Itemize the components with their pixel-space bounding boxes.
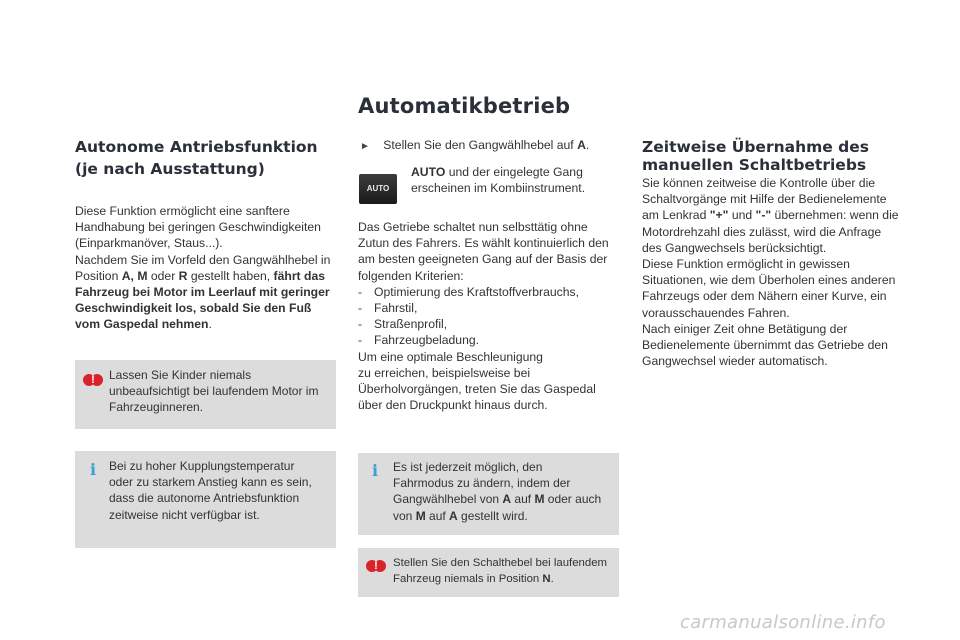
text-run-bold: R	[178, 268, 188, 283]
page-title: Automatikbetrieb	[358, 94, 571, 118]
auto-description	[411, 164, 621, 196]
left-para-line1: Diese Funktion ermöglicht eine sanftere	[75, 204, 290, 218]
left-para-line3: (Einparkmanöver, Staus...).	[75, 236, 223, 251]
text-run: Gangwählhebel von	[393, 492, 503, 507]
info-line: zeitweise nicht verfügbar ist.	[109, 507, 260, 522]
right-line: vorausschauendes Fahren.	[642, 305, 790, 320]
text-run: auf	[511, 492, 535, 507]
right-line: Schaltvorgänge mit Hilfe der Bedienelemente	[642, 192, 887, 207]
info-line: oder zu starkem Anstieg kann es sein,	[109, 475, 312, 490]
right-line: Motordrehzahl dies zulässt, wird die Anfrage	[642, 224, 882, 239]
left-para-line4: Nachdem Sie im Vorfeld den Gangwählhebel in	[75, 252, 331, 267]
text-run: auf	[425, 508, 450, 523]
middle-para-line: am besten geeigneten Gang auf der Basis der	[358, 252, 608, 267]
info-icon: i	[89, 460, 97, 479]
right-line: Diese Funktion ermöglicht in gewissen	[642, 257, 850, 272]
right-line: Gangwechsel wieder automatisch.	[642, 354, 828, 369]
middle-para-line: Zutun des Fahrers. Es wählt kontinuierlich den	[358, 236, 609, 251]
auto-display-image: AUTO	[359, 174, 397, 204]
info-text	[393, 459, 617, 524]
auto-line2: erscheinen im Kombiinstrument.	[411, 181, 586, 196]
list-dash: -	[358, 317, 363, 332]
warning-box-neutral	[358, 548, 619, 597]
text-run-bold: N	[542, 573, 551, 586]
list-item	[358, 284, 628, 300]
text-run-bold: A	[502, 492, 512, 507]
warning-line: unbeaufsichtigt bei laufendem Motor im	[109, 384, 319, 399]
left-heading	[75, 137, 318, 179]
list-dash: -	[358, 333, 363, 348]
warning-line: Stellen Sie den Schalthebel bei laufendem	[393, 557, 608, 569]
middle-para2-line: Um eine optimale Beschleunigung	[358, 349, 543, 364]
left-para-line2: Handhabung bei geringen Geschwindigkeiten	[75, 220, 321, 235]
text-run-bold: A, M	[121, 268, 148, 283]
middle-para2-line: Überholvorgängen, treten Sie das Gaspedal	[358, 382, 596, 397]
text-run: übernehmen: wenn die	[771, 208, 899, 223]
middle-para2-line: zu erreichen, beispielsweise bei	[358, 365, 531, 380]
text-run: Position	[75, 268, 122, 283]
text-run-bold: vom Gaspedal nehmen	[75, 317, 209, 332]
list-dash: -	[358, 301, 363, 316]
middle-paragraph	[358, 219, 628, 413]
right-line	[642, 207, 917, 223]
left-para-line5	[75, 268, 345, 284]
text-run: von	[393, 508, 416, 523]
list-item-text: Fahrzeugbeladung.	[374, 333, 480, 348]
info-line: Bei zu hoher Kupplungstemperatur	[109, 459, 295, 473]
text-run: am Lenkrad	[642, 208, 710, 223]
info-line: Fahrmodus zu ändern, indem der	[393, 476, 571, 491]
right-line: Bedienelemente übernimmt das Getriebe den	[642, 338, 888, 353]
step-instruction	[360, 137, 620, 155]
arrow-bullet-icon: ►	[360, 141, 370, 152]
text-run: und	[728, 208, 756, 223]
right-heading-line2: manuellen Schaltbetriebs	[642, 156, 867, 174]
list-dash: -	[358, 284, 363, 299]
footer-watermark[interactable]: carmanualsonline.info	[680, 612, 886, 633]
info-line	[393, 508, 617, 524]
left-para-line7: Geschwindigkeit los, sobald Sie den Fuß	[75, 301, 312, 316]
text-run-bold: AUTO	[411, 165, 446, 179]
right-line: Sie können zeitweise die Kontrolle über die	[642, 176, 876, 190]
info-box-mode-change	[358, 453, 619, 535]
text-run: gestellt wird.	[457, 508, 528, 523]
right-line: Fahrzeugs oder dem Nähern einer Kurve, ein	[642, 289, 887, 304]
warning-line: Lassen Sie Kinder niemals	[109, 368, 252, 382]
left-para-line8	[75, 316, 345, 332]
text-run: gestellt haben,	[187, 268, 274, 283]
middle-para2-line: über den Druckpunkt hinaus durch.	[358, 398, 548, 413]
warning-text	[109, 367, 334, 416]
list-item	[358, 316, 628, 332]
info-icon: i	[371, 461, 379, 480]
right-heading	[642, 137, 869, 175]
list-item	[358, 300, 628, 316]
text-run: oder	[147, 268, 179, 283]
info-line: Es ist jederzeit möglich, den	[393, 460, 543, 474]
text-run: .	[585, 138, 590, 152]
right-line: Nach einiger Zeit ohne Betätigung der	[642, 321, 848, 336]
left-heading-line2: (je nach Ausstattung)	[75, 160, 265, 178]
auto-line1	[411, 164, 621, 180]
list-item	[358, 332, 628, 348]
right-line: des Gangwechsels berücksichtigt.	[642, 240, 827, 255]
text-run-bold: M	[534, 492, 545, 507]
warning-icon: !	[83, 372, 103, 388]
warning-box-children	[75, 360, 336, 429]
warning-line	[393, 571, 617, 587]
text-run: und der eingelegte Gang	[445, 165, 583, 179]
text-run-bold: M	[415, 508, 426, 523]
info-text	[109, 458, 334, 523]
middle-para-line: folgenden Kriterien:	[358, 268, 464, 283]
text-run: Fahrzeug niemals in Position	[393, 573, 543, 586]
warning-text	[393, 555, 617, 587]
info-line: dass die autonome Antriebsfunktion	[109, 491, 300, 506]
left-para-line6: Fahrzeug bei Motor im Leerlauf mit geringer	[75, 285, 330, 300]
text-run: .	[550, 573, 554, 586]
text-run: .	[208, 317, 212, 332]
left-heading-line1: Autonome Antriebsfunktion	[75, 138, 318, 156]
text-run-bold: "-"	[755, 208, 772, 223]
right-line: Situationen, wie dem Überholen eines anderen	[642, 273, 896, 288]
middle-para-line: Das Getriebe schaltet nun selbsttätig ohne	[358, 220, 588, 234]
text-run: oder auch	[544, 492, 602, 507]
left-paragraph	[75, 203, 345, 333]
warning-line: Fahrzeuginneren.	[109, 400, 204, 415]
list-item-text: Fahrstil,	[374, 301, 418, 316]
text-run-bold: "+"	[709, 208, 729, 223]
list-item-text: Straßenprofil,	[374, 317, 448, 332]
text-run: Stellen Sie den Gangwählhebel auf	[383, 138, 578, 152]
info-line	[393, 491, 617, 507]
right-paragraph	[642, 175, 917, 369]
text-run-bold: A	[449, 508, 458, 523]
right-heading-line1: Zeitweise Übernahme des	[642, 138, 870, 156]
warning-icon: !	[366, 558, 386, 574]
list-item-text: Optimierung des Kraftstoffverbrauchs,	[374, 284, 580, 299]
info-box-clutch	[75, 451, 336, 548]
text-run-bold: fährt das	[273, 268, 326, 283]
text-run-bold: A	[577, 138, 586, 152]
